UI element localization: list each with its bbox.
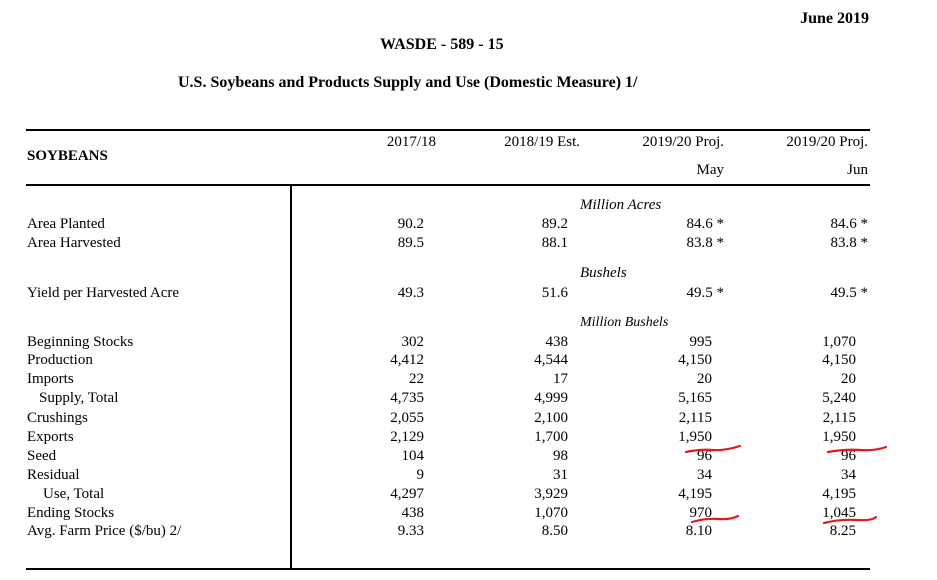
red-underline-ending-jun: [824, 517, 876, 523]
col-header-4: 2019/20 Proj.: [786, 134, 868, 150]
cell-residual-col2: 31: [553, 467, 568, 483]
cell-avg-farm-price-col4: 8.25: [829, 523, 856, 539]
cell-yield-col3: 49.5 *: [686, 285, 724, 301]
report-date: June 2019: [800, 10, 869, 27]
section-label: SOYBEANS: [27, 148, 108, 164]
cell-yield-col1: 49.3: [397, 285, 424, 301]
cell-area-harvested-col3: 83.8 *: [686, 235, 724, 251]
cell-avg-farm-price-col1: 9.33: [397, 523, 424, 539]
row-label-area-planted: Area Planted: [27, 216, 105, 232]
row-label-crushings: Crushings: [27, 410, 88, 426]
cell-use-total-col2: 3,929: [534, 486, 568, 502]
cell-residual-col3: 34: [697, 467, 712, 483]
col-header-3: 2019/20 Proj.: [642, 134, 724, 150]
cell-area-planted-col4: 84.6 *: [830, 216, 868, 232]
cell-crushings-col4: 2,115: [822, 410, 856, 426]
cell-ending-stocks-col4: 1,045: [822, 505, 856, 521]
row-label-exports: Exports: [27, 429, 74, 445]
row-label-beginning-stocks: Beginning Stocks: [27, 334, 134, 350]
cell-exports-col3: 1,950: [678, 429, 712, 445]
row-label-use-total: Use, Total: [43, 486, 105, 502]
row-label-avg-farm-price: Avg. Farm Price ($/bu) 2/: [27, 523, 182, 539]
cell-residual-col1: 9: [416, 467, 424, 483]
cell-seed-col3: 96: [697, 448, 712, 464]
col-header-1: 2017/18: [386, 134, 436, 150]
cell-production-col3: 4,150: [678, 352, 712, 368]
cell-crushings-col2: 2,100: [534, 410, 568, 426]
cell-yield-col2: 51.6: [541, 285, 568, 301]
cell-production-col4: 4,150: [822, 352, 856, 368]
unit-million-acres: Million Acres: [580, 197, 662, 213]
row-label-yield: Yield per Harvested Acre: [27, 285, 180, 301]
cell-seed-col4: 96: [841, 448, 856, 464]
col-header-3-sub: May: [696, 162, 724, 178]
cell-exports-col4: 1,950: [822, 429, 856, 445]
cell-crushings-col3: 2,115: [678, 410, 712, 426]
cell-production-col1: 4,412: [390, 352, 424, 368]
unit-bushels: Bushels: [580, 265, 627, 281]
row-label-production: Production: [27, 352, 93, 368]
cell-area-planted-col2: 89.2: [541, 216, 568, 232]
row-label-ending-stocks: Ending Stocks: [27, 505, 115, 521]
cell-avg-farm-price-col3: 8.10: [685, 523, 712, 539]
cell-ending-stocks-col3: 970: [689, 505, 712, 521]
cell-production-col2: 4,544: [534, 352, 568, 368]
row-label-area-harvested: Area Harvested: [27, 235, 121, 251]
cell-area-planted-col3: 84.6 *: [686, 216, 724, 232]
cell-crushings-col1: 2,055: [390, 410, 424, 426]
cell-exports-col2: 1,700: [534, 429, 568, 445]
col-header-2: 2018/19 Est.: [504, 134, 580, 150]
cell-imports-col2: 17: [553, 371, 568, 387]
cell-use-total-col1: 4,297: [390, 486, 424, 502]
cell-beginning-stocks-col3: 995: [689, 334, 712, 350]
red-underline-exports-may: [686, 446, 740, 452]
cell-beginning-stocks-col1: 302: [401, 334, 424, 350]
cell-supply-total-col4: 5,240: [822, 390, 856, 406]
cell-ending-stocks-col1: 438: [401, 505, 424, 521]
row-label-imports: Imports: [27, 371, 74, 387]
page-title: U.S. Soybeans and Products Supply and Use (Domestic Measure) 1/: [178, 74, 638, 91]
cell-ending-stocks-col2: 1,070: [534, 505, 568, 521]
row-label-supply-total: Supply, Total: [39, 390, 119, 406]
cell-area-harvested-col4: 83.8 *: [830, 235, 868, 251]
cell-residual-col4: 34: [841, 467, 856, 483]
row-label-seed: Seed: [27, 448, 57, 464]
cell-beginning-stocks-col2: 438: [545, 334, 568, 350]
cell-area-harvested-col2: 88.1: [541, 235, 568, 251]
cell-beginning-stocks-col4: 1,070: [822, 334, 856, 350]
cell-use-total-col3: 4,195: [678, 486, 712, 502]
report-id: WASDE - 589 - 15: [380, 36, 504, 53]
cell-imports-col4: 20: [841, 371, 856, 387]
unit-million-bushels: Million Bushels: [580, 315, 669, 330]
red-underline-ending-may: [692, 516, 738, 522]
cell-imports-col1: 22: [409, 371, 424, 387]
cell-avg-farm-price-col2: 8.50: [541, 523, 568, 539]
cell-seed-col1: 104: [401, 448, 424, 464]
cell-imports-col3: 20: [697, 371, 712, 387]
cell-area-planted-col1: 90.2: [397, 216, 424, 232]
cell-area-harvested-col1: 89.5: [397, 235, 424, 251]
cell-yield-col4: 49.5 *: [830, 285, 868, 301]
red-underline-exports-jun: [828, 447, 886, 452]
cell-supply-total-col2: 4,999: [534, 390, 568, 406]
cell-supply-total-col1: 4,735: [390, 390, 424, 406]
row-label-residual: Residual: [27, 467, 80, 483]
cell-exports-col1: 2,129: [390, 429, 424, 445]
cell-supply-total-col3: 5,165: [678, 390, 712, 406]
col-header-4-sub: Jun: [847, 162, 868, 178]
cell-use-total-col4: 4,195: [822, 486, 856, 502]
cell-seed-col2: 98: [553, 448, 568, 464]
